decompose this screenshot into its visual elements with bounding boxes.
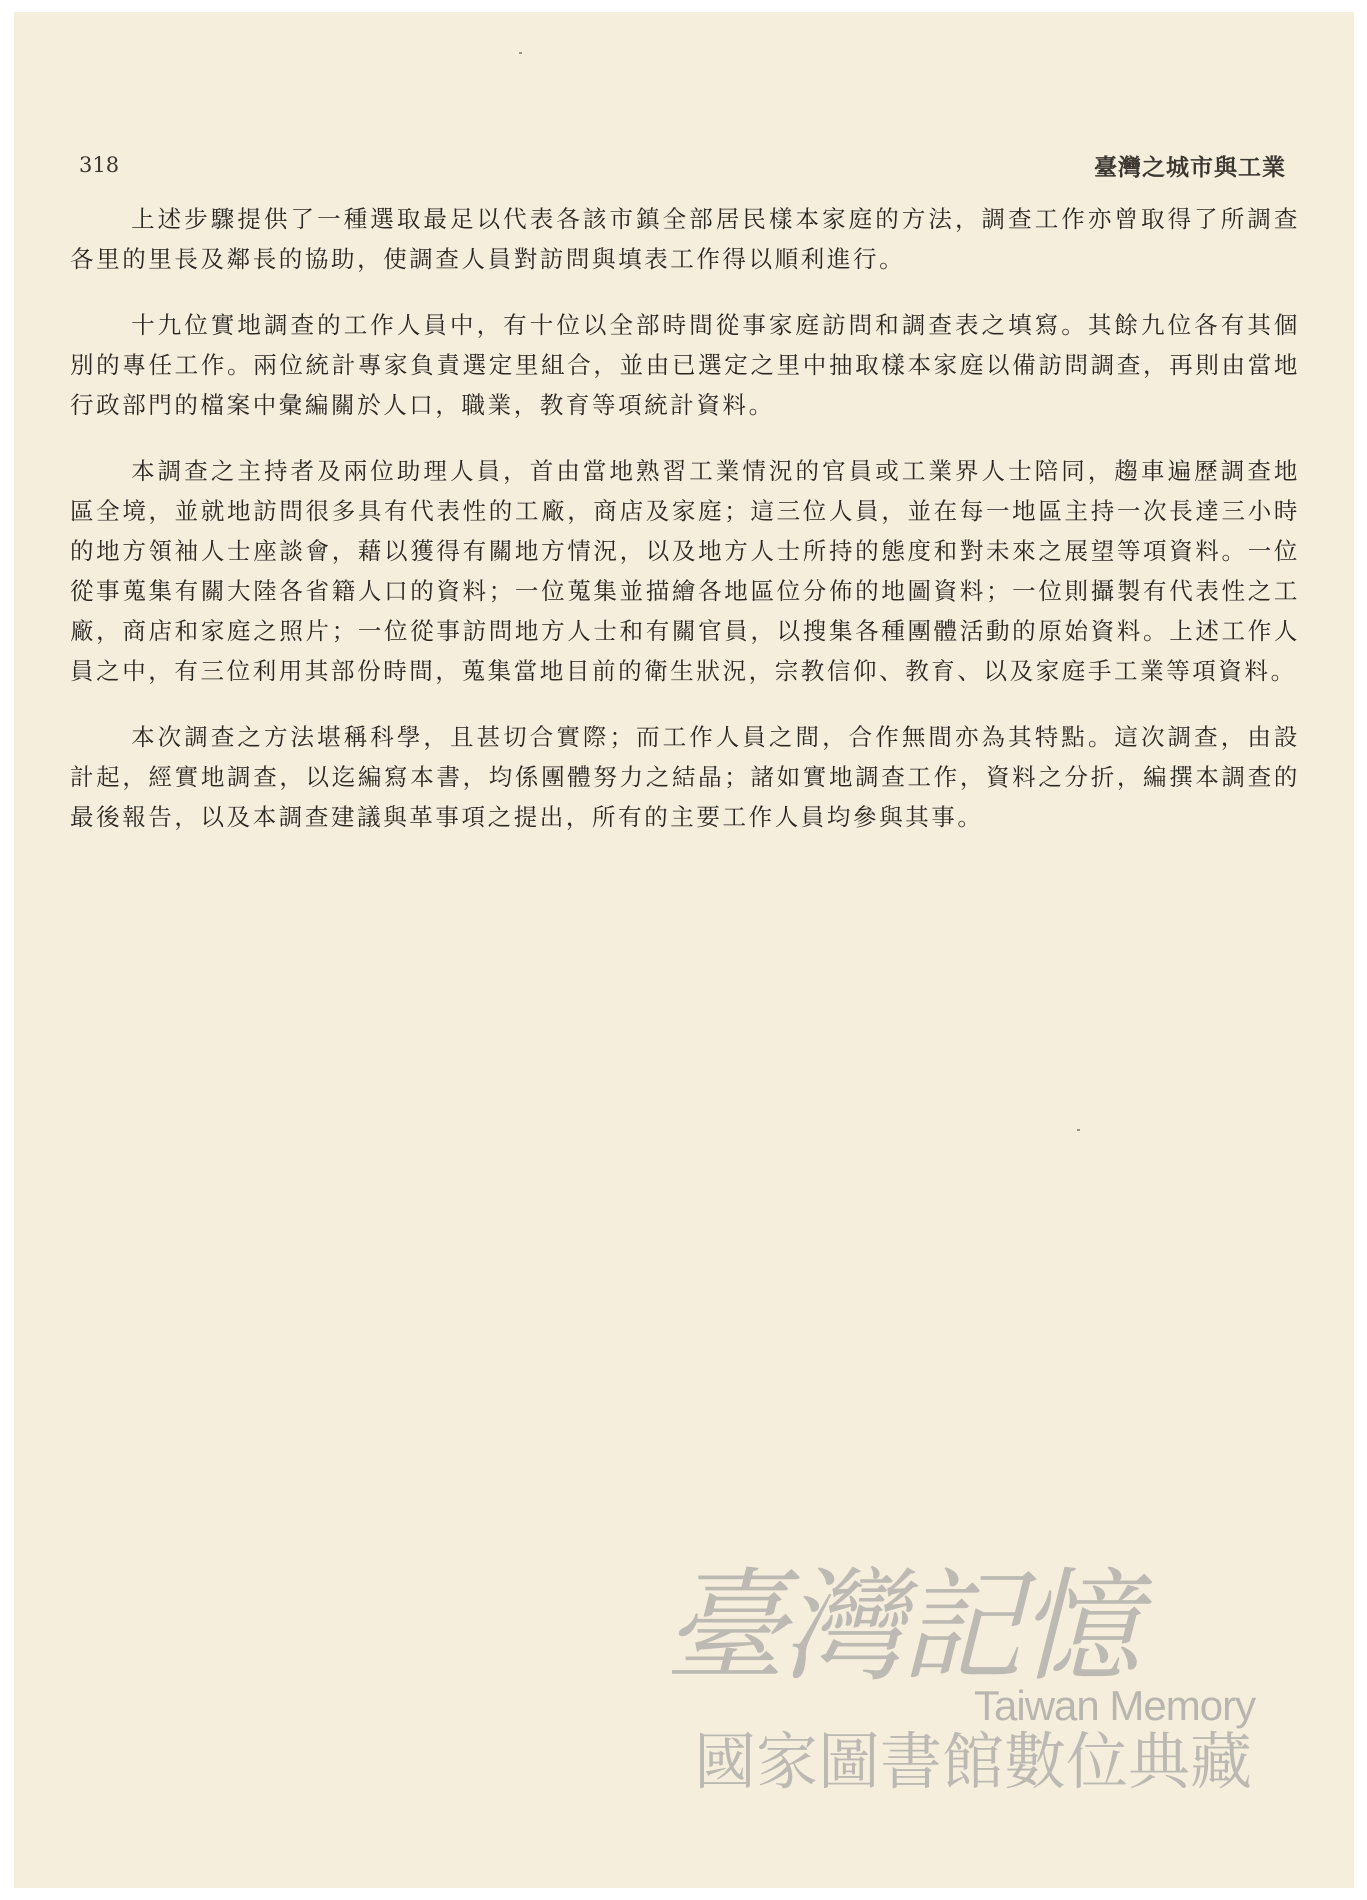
book-title: 臺灣之城市與工業 xyxy=(1094,153,1286,181)
paragraph-4: 本次調查之方法堪稱科學，且甚切合實際；而工作人員之間，合作無間亦為其特點。這次調查，由設計起，經實地調查，以迄編寫本書，均係團體努力之結晶；諸如實地調查工作，資料之分折，編撰本調查的最後報告，以及本調查建議與革事項之提出，所有的主要工作人員均參與其事。 xyxy=(70,723,1300,831)
watermark-english: Taiwan Memory xyxy=(974,1682,1256,1729)
body-text xyxy=(70,199,1300,863)
scan-speck xyxy=(519,52,522,54)
paragraph-2: 十九位實地調查的工作人員中，有十位以全部時間從事家庭訪問和調查表之填寫。其餘九位各有其個別的專任工作。兩位統計專家負責選定里組合，並由已選定之里中抽取樣本家庭以備訪問調查，再則由當地行政部門的檔案中彙編關於人口，職業，教育等項統計資料。 xyxy=(70,311,1300,419)
watermark-library-name: 國家圖書館數位典藏 xyxy=(694,1725,1253,1798)
scan-speck xyxy=(1077,1129,1080,1131)
paragraph-1: 上述步驟提供了一種選取最足以代表各該市鎮全部居民樣本家庭的方法，調查工作亦曾取得了所調查各里的里長及鄰長的協助，使調查人員對訪問與填表工作得以順利進行。 xyxy=(70,205,1300,273)
taiwan-memory-watermark xyxy=(654,1556,1294,1798)
scanned-page xyxy=(14,12,1354,1888)
watermark-calligraphy: 臺灣記憶 xyxy=(664,1556,1136,1698)
paragraph-3: 本調查之主持者及兩位助理人員，首由當地熟習工業情況的官員或工業界人士陪同，趨車遍歷調查地區全境，並就地訪問很多具有代表性的工廠，商店及家庭；這三位人員，並在每一地區主持一次長達三小時的地方領袖人士座談會，藉以獲得有關地方情況，以及地方人士所持的態度和對未來之展望等項資料。一位從事蒐集有關大陸各省籍人口的資料；一位蒐集並描繪各地區位分佈的地圖資料；一位則攝製有代表性之工廠，商店和家庭之照片；一位從事訪問地方人士和有關官員，以搜集各種團體活動的原始資料。上述工作人員之中，有三位利用其部份時間，蒐集當地目前的衛生狀況，宗教信仰、教育、以及家庭手工業等項資料。 xyxy=(70,457,1300,685)
page-number: 318 xyxy=(79,153,120,177)
running-head xyxy=(79,148,1286,182)
